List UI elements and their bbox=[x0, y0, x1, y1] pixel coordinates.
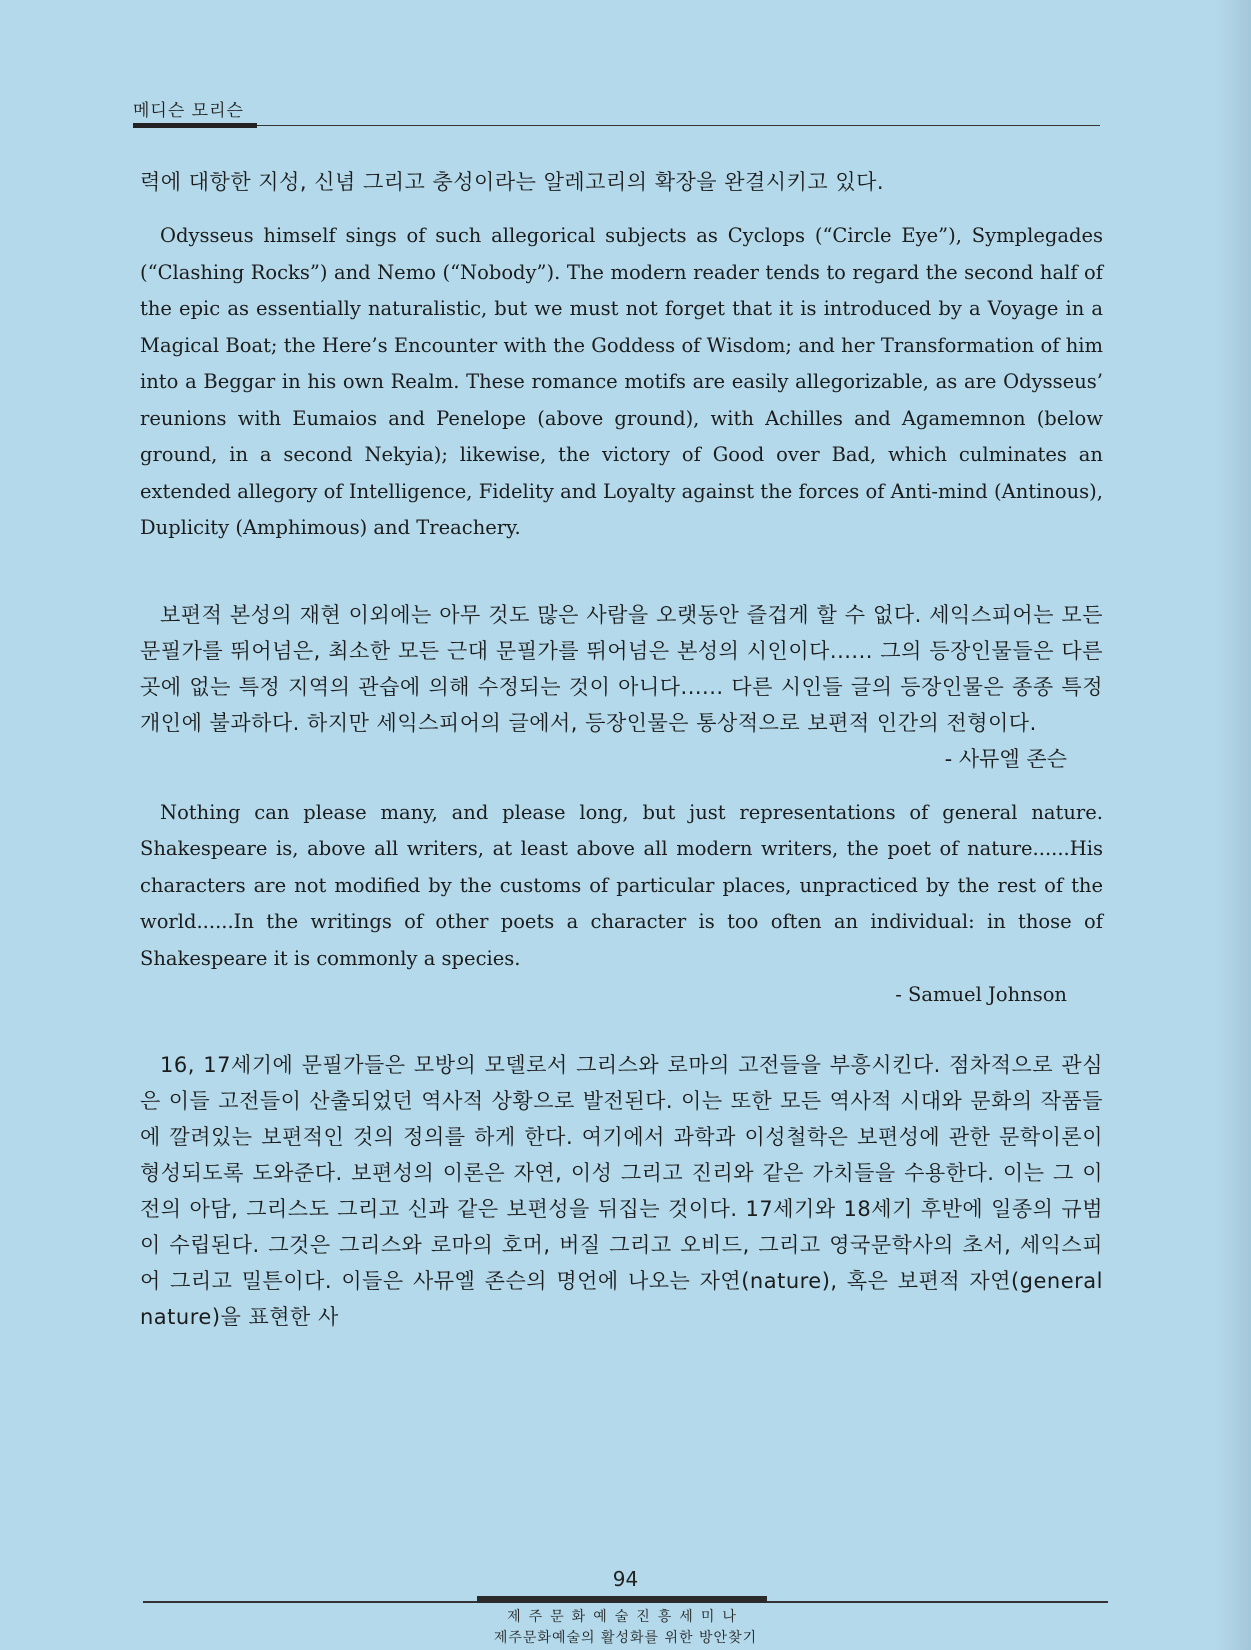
quote-english: Nothing can please many, and please long, but just representations of general nature. Shakespeare is, above all writers, at least above all modern writers, the poet of nature......His characters are not modified by the customs of particular places, unpracticed by the rest of the world......In the writings of other poets a character is too often an individual: in those of Shakespeare it is commonly a species. bbox=[140, 800, 1103, 970]
header-rule bbox=[133, 125, 1100, 126]
footer-seminar-title: 제주문화예술진흥세미나 bbox=[507, 1609, 744, 1625]
paragraph-korean-2: 16, 17세기에 문필가들은 모방의 모델로서 그리스와 로마의 고전들을 부흥시킨다. 점차적으로 관심은 이들 고전들이 산출되었던 역사적 상황으로 발전된다. 이는 또한 모든 역사적 시대와 문화의 작품들에 깔려있는 보편적인 것의 정의를 하게 한다. 여기에서 과학과 이성철학은 보편성에 관한 문학이론이 형성되도록 도와준다. 보편성의 이론은 자연, 이성 그리고 진리와 같은 가치들을 수용한다. 이는 그 이전의 아담, 그리스도 그리고 신과 같은 보편성을 뒤집는 것이다. 17세기와 18세기 후반에 일종의 규범이 수립된다. 그것은 그리스와 로마의 호머, 버질 그리고 오비드, 그리고 영국문학사의 초서, 세익스피어 그리고 밀튼이다. 이들은 사뮤엘 존슨의 명언에 나오는 자연(nature), 혹은 보편적 자연(general nature)을 표현한 사 bbox=[140, 1053, 1103, 1329]
header-author: 메디슨 모리슨 bbox=[133, 101, 244, 121]
quote-korean: 보편적 본성의 재현 이외에는 아무 것도 많은 사람을 오랫동안 즐겁게 할 수 없다. 세익스피어는 모든 문필가를 뛰어넘은, 최소한 모든 근대 문필가를 뛰어넘은 본성의 시인이다...... 그의 등장인물들은 다른 곳에 없는 특정 지역의 관습에 의해 수정되는 것이 아니다...... 다른 시인들 글의 등장인물은 종종 특정 개인에 불과하다. 하지만 세익스피어의 글에서, 등장인물은 통상적으로 보편적 인간의 전형이다. bbox=[140, 602, 1103, 735]
page-number: 94 bbox=[612, 1567, 639, 1591]
attribution-english: - Samuel Johnson bbox=[895, 983, 1067, 1006]
footer-bar bbox=[477, 1596, 767, 1603]
attribution-korean: - 사뮤엘 존슨 bbox=[944, 746, 1067, 771]
footer-seminar-subtitle: 제주문화예술의 활성화를 위한 방안찾기 bbox=[493, 1630, 758, 1646]
paragraph-english-1: Odysseus himself sings of such allegorical subjects as Cyclops (“Circle Eye”), Symplegades (“Clashing Rocks”) and Nemo (“Nobody”). The modern reader tends to regard the second half of the epic as essentially naturalistic, but we must not forget that it is introduced by a Voyage in a Magical Boat; the Here’s Encounter with the Goddess of Wisdom; and her Transformation of him into a Beggar in his own Realm. These romance motifs are easily allegorizable, as are Odysseus’ reunions with Eumaios and Penelope (above ground), with Achilles and Agamemnon (below ground, in a second Nekyia); likewise, the victory of Good over Bad, which culminates an extended allegory of Intelligence, Fidelity and Loyalty against the forces of Anti-mind (Antinous), Duplicity (Amphimous) and Treachery. bbox=[140, 224, 1103, 539]
running-header bbox=[133, 96, 1100, 136]
paragraph-korean-1: 력에 대항한 지성, 신념 그리고 충성이라는 알레고리의 확장을 완결시키고 있다. bbox=[140, 170, 885, 194]
body-text bbox=[140, 164, 1103, 1335]
header-rule-accent bbox=[133, 123, 257, 128]
page-edge-shadow bbox=[1217, 0, 1251, 1650]
